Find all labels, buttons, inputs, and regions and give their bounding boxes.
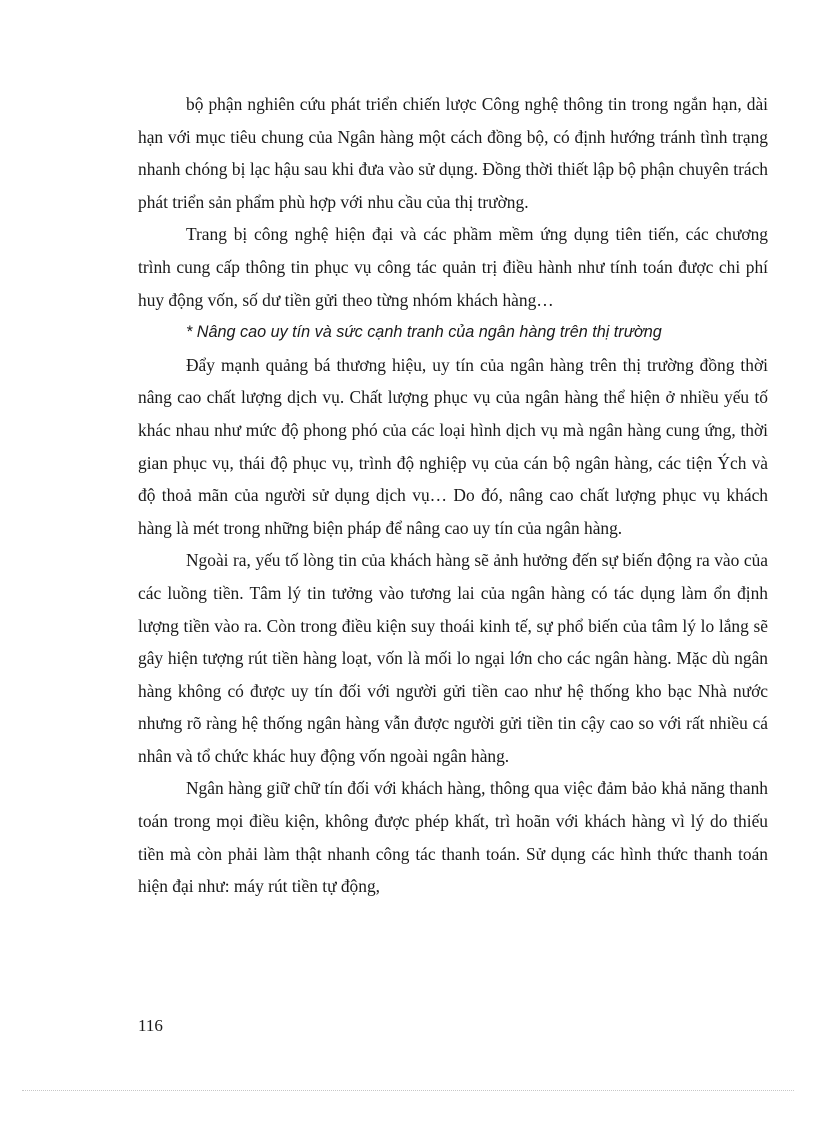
body-text — [138, 88, 768, 903]
paragraph-strategy-it: bộ phận nghiên cứu phát triển chiến lược Công nghệ thông tin trong ngắn hạn, dài hạn với mục tiêu chung của Ngân hàng một cách đồng bộ, có định hướng tránh tình trạng nhanh chóng bị lạc hậu sau khi đưa vào sử dụng. Đồng thời thiết lập bộ phận chuyên trách phát triển sản phẩm phù hợp với nhu cầu của thị trường. — [138, 94, 768, 212]
bottom-divider — [22, 1090, 794, 1091]
paragraph-customer-trust: Ngoài ra, yếu tố lòng tin của khách hàng sẽ ảnh hưởng đến sự biến động ra vào của các luồng tiền. Tâm lý tin tưởng vào tương lai của ngân hàng có tác dụng làm ổn định lượng tiền vào ra. Còn trong điều kiện suy thoái kinh tế, sự phổ biến của tâm lý lo lắng sẽ gây hiện tượng rút tiền hàng loạt, vốn là mối lo ngại lớn cho các ngân hàng. Mặc dù ngân hàng không có được uy tín đối với người gửi tiền cao như hệ thống kho bạc Nhà nước nhưng rõ ràng hệ thống ngân hàng vẫn được người gửi tiền tin cậy cao so với rất nhiều cá nhân và tổ chức khác huy động vốn ngoài ngân hàng. — [138, 550, 768, 766]
paragraph-modern-technology: Trang bị công nghệ hiện đại và các phầm mềm ứng dụng tiên tiến, các chương trình cung cấp thông tin phục vụ công tác quản trị điều hành như tính toán được chi phí huy động vốn, số dư tiền gửi theo từng nhóm khách hàng… — [138, 224, 768, 310]
paragraph-brand-promotion: Đẩy mạnh quảng bá thương hiệu, uy tín của ngân hàng trên thị trường đồng thời nâng cao chất lượng dịch vụ. Chất lượng phục vụ của ngân hàng thể hiện ở nhiều yếu tố khác nhau như mức độ phong phó của các loại hình dịch vụ mà ngân hàng cung ứng, thời gian phục vụ, thái độ phục vụ, trình độ nghiệp vụ của cán bộ ngân hàng, các tiện Ých và độ thoả mãn của người sử dụng dịch vụ… Do đó, nâng cao chất lượng phục vụ khách hàng là mét trong những biện pháp để nâng cao uy tín của ngân hàng. — [138, 354, 768, 538]
section-heading: * Nâng cao uy tín và sức cạnh tranh của ngân hàng trên thị trường — [186, 323, 662, 342]
page-number: 116 — [138, 1016, 163, 1035]
paragraph-payment-commitment: Ngân hàng giữ chữ tín đối với khách hàng, thông qua việc đảm bảo khả năng thanh toán trong mọi điều kiện, không được phép khất, trì hoãn với khách hàng vì lý do thiếu tiền mà còn phải làm thật nhanh công tác thanh toán. Sử dụng các hình thức thanh toán hiện đại như: máy rút tiền tự động, — [138, 778, 768, 897]
